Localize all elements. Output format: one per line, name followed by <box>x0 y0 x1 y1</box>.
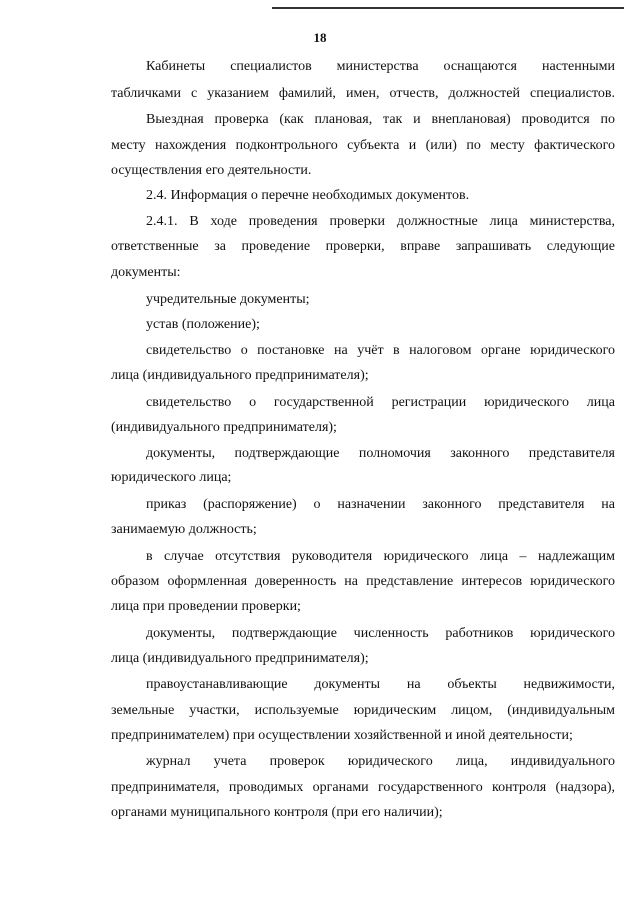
text-line: месту нахождения подконтрольного субъекта и (или) по месту фактического <box>111 138 615 153</box>
list-item: свидетельство о государственной регистрации юридического лица <box>146 395 615 410</box>
text-line: земельные участки, используемые юридическим лицом, (индивидуальным <box>111 703 615 718</box>
text-line: документы: <box>111 265 181 280</box>
list-item: учредительные документы; <box>146 292 310 307</box>
text-line: 2.4.1. В ходе проведения проверки должностные лица министерства, <box>146 214 615 229</box>
page-number: 18 <box>313 30 327 45</box>
text-line: предпринимателем) при осуществлении хозяйственной и иной деятельности; <box>111 728 573 743</box>
header-rule <box>272 7 624 9</box>
text-line: табличками с указанием фамилий, имен, отчеств, должностей специалистов. <box>111 86 615 101</box>
list-item: журнал учета проверок юридического лица, индивидуального <box>146 754 615 769</box>
text-line: юридического лица; <box>111 470 232 485</box>
list-item: приказ (распоряжение) о назначении законного представителя на <box>146 497 615 512</box>
list-item: документы, подтверждающие численность работников юридического <box>146 626 615 641</box>
text-line: ответственные за проведение проверки, вправе запрашивать следующие <box>111 239 615 254</box>
list-item: свидетельство о постановке на учёт в налоговом органе юридического <box>146 343 615 358</box>
list-item: документы, подтверждающие полномочия законного представителя <box>146 446 615 461</box>
text-line: Кабинеты специалистов министерства оснащаются настенными <box>146 59 615 74</box>
text-line: предпринимателя, проводимых органами государственного контроля (надзора), <box>111 780 615 795</box>
text-line: Выездная проверка (как плановая, так и внеплановая) проводится по <box>146 112 615 127</box>
list-item: в случае отсутствия руководителя юридического лица – надлежащим <box>146 549 615 564</box>
section-heading: 2.4. Информация о перечне необходимых документов. <box>146 188 470 203</box>
text-line: осуществления его деятельности. <box>111 163 312 178</box>
text-line: лица (индивидуального предпринимателя); <box>111 368 369 383</box>
list-item: устав (положение); <box>146 317 260 332</box>
text-line: занимаемую должность; <box>111 522 257 537</box>
text-line: лица при проведении проверки; <box>111 599 301 614</box>
list-item: правоустанавливающие документы на объекты недвижимости, <box>146 677 615 692</box>
text-line: лица (индивидуального предпринимателя); <box>111 651 369 666</box>
text-line: (индивидуального предпринимателя); <box>111 420 337 435</box>
text-line: образом оформленная доверенность на представление интересов юридического <box>111 574 615 589</box>
text-line: органами муниципального контроля (при его наличии); <box>111 805 443 820</box>
